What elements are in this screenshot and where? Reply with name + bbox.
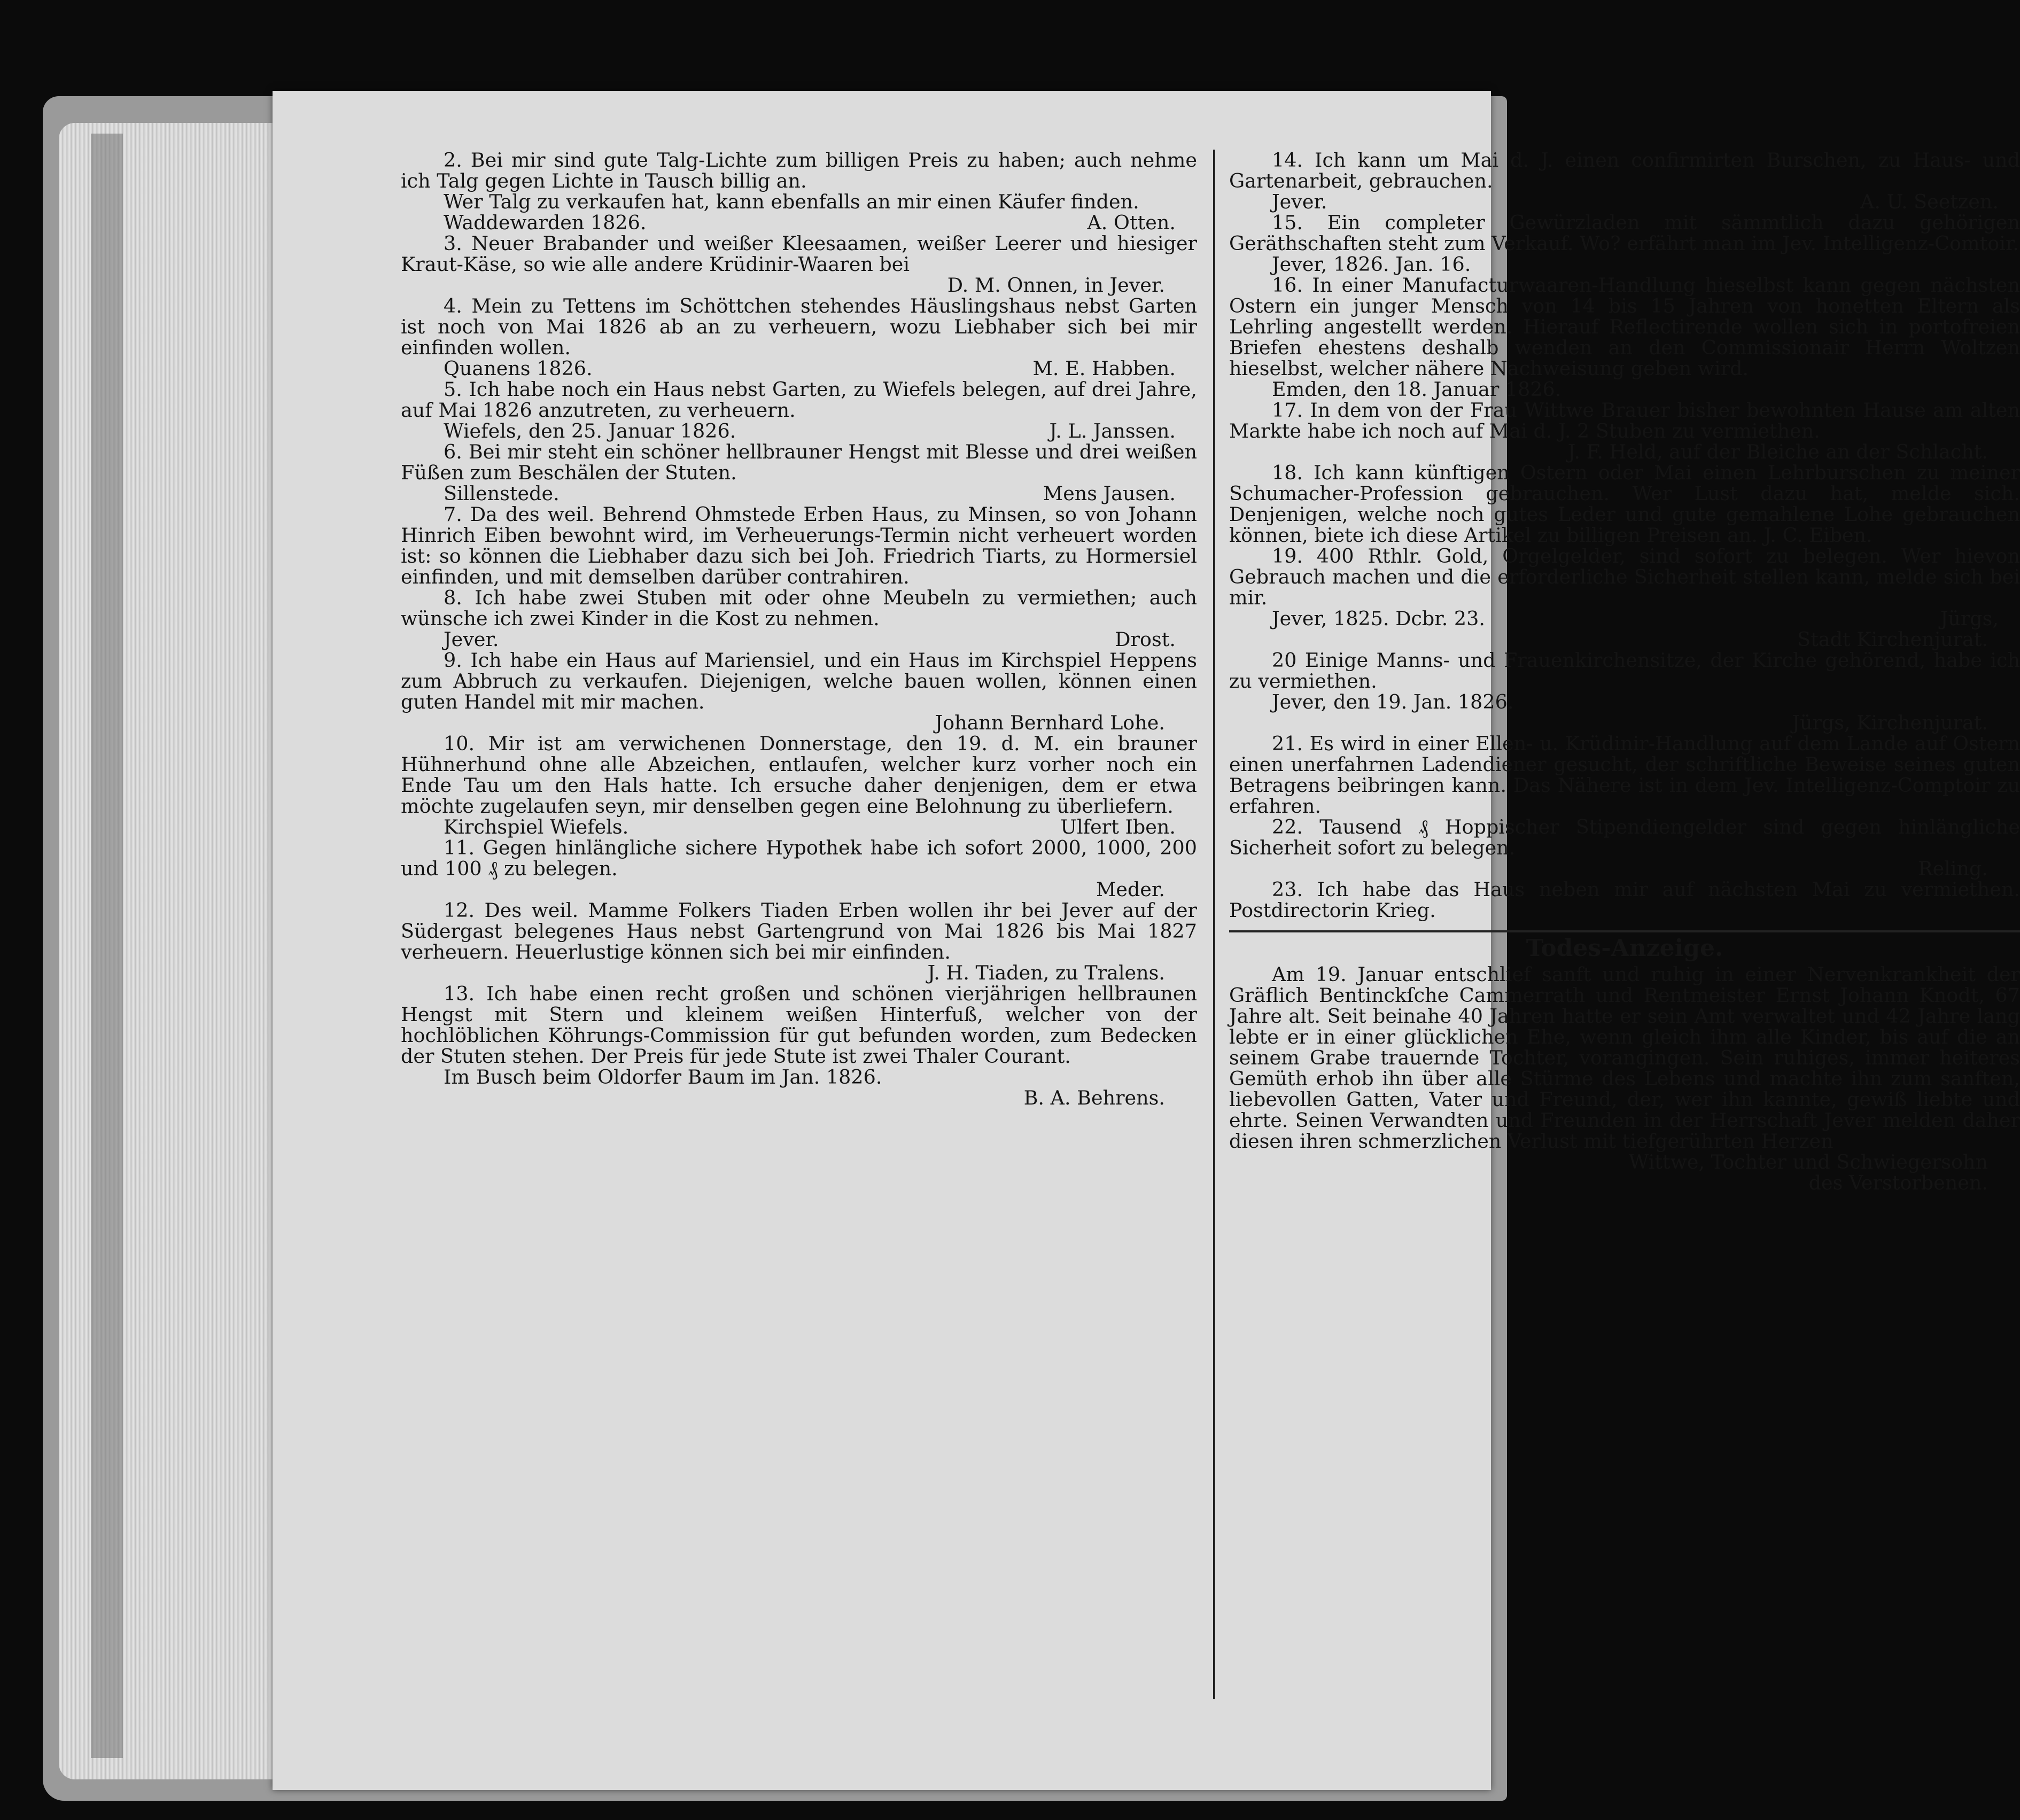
dateline: Emden, den 18. Januar 1826. — [1272, 378, 1561, 401]
advertisement: 21. Es wird in einer Ellen- u. Krüdinir-Handlung auf dem Lande auf Ostern einen unerfahrnen Ladendiener gesucht, der schriftliche Beweise seines guten Betragens beibringen kann. Das Nähere ist in dem Jev. Intelligenz-Comptoir zu erfahren. — [1229, 732, 2020, 818]
advertisement: 6. Bei mir steht ein schöner hellbrauner Hengst mit Blesse und drei weißen Füßen zum Beschälen der Stuten. — [401, 440, 1197, 484]
signature-place: Jever. — [1272, 190, 1327, 213]
signature-line — [1229, 608, 2020, 629]
advertisement: 20 Einige Manns- und Frauenkirchensitze, der Kirche gehörend, habe ich zu vermiethen. — [1229, 649, 2020, 693]
dateline: Jever, den 19. Jan. 1826. — [1272, 690, 1514, 713]
signature-place: Jever, 1825. Dcbr. 23. — [1272, 607, 1485, 630]
dateline: Jever, 1826. Jan. 16. — [1272, 253, 1471, 276]
column-divider — [1213, 150, 1215, 1699]
death-notice-title: Todes-Anzeige. — [1526, 935, 1723, 962]
advertisement: 11. Gegen hinlängliche sichere Hypothek habe ich sofort 2000, 1000, 200 und 100 ₰ zu belegen. — [401, 836, 1197, 880]
section-rule — [1229, 930, 2020, 932]
signature: B. A. Behrens. — [1023, 1086, 1165, 1109]
signature: J. F. Held, auf der Bleiche an der Schlacht. — [1567, 440, 1988, 463]
signature-place: Quanens 1826. — [444, 357, 593, 380]
death-notice-signature-2: des Verstorbenen. — [1808, 1171, 1988, 1194]
signature-place: Sillenstede. — [444, 482, 560, 505]
signature-name: Mens Jausen. — [1043, 482, 1176, 505]
advertisement: 8. Ich habe zwei Stuben mit oder ohne Meubeln zu vermiethen; auch wünsche ich zwei Kinder in die Kost zu nehmen. — [401, 586, 1197, 630]
spine-shadow — [91, 134, 123, 1758]
signature-name: M. E. Habben. — [1032, 357, 1176, 380]
advertisement: 3. Neuer Brabander und weißer Kleesaamen, weißer Leerer und hiesiger Kraut-Käse, so wie alle andere Krüdinir-Waaren bei — [401, 232, 1197, 276]
signature-line — [401, 358, 1197, 379]
dateline: Im Busch beim Oldorfer Baum im Jan. 1826. — [444, 1065, 882, 1088]
signature-place: Wiefels, den 25. Januar 1826. — [444, 419, 736, 442]
signature-place: Waddewarden 1826. — [444, 211, 647, 234]
signature-name: Ulfert Iben. — [1060, 815, 1176, 838]
signature-line — [401, 212, 1197, 233]
signature: Jürgs, Kirchenjurat. — [1792, 711, 1988, 734]
signature-place: Kirchspiel Wiefels. — [444, 815, 629, 838]
advertisement: 13. Ich habe einen recht großen und schönen vierjährigen hellbraunen Hengst mit Stern und kleinem weißen Hinterfuß, welcher von der hochlöblichen Köhrungs-Commission für gut befunden worden, zum Bedecken der Stuten stehen. Der Preis für jede Stute ist zwei Thaler Courant. — [401, 982, 1197, 1068]
signature-line — [401, 421, 1197, 441]
advertisement: 14. Ich kann um Mai d. J. einen confirmirten Burschen, zu Haus- und Gartenarbeit, gebrauchen. — [1229, 149, 2020, 192]
advertisement: 9. Ich habe ein Haus auf Mariensiel, und ein Haus im Kirchspiel Heppens zum Abbruch zu verkaufen. Diejenigen, welche bauen wollen, können einen guten Handel mit mir machen. — [401, 649, 1197, 713]
advertisement: 7. Da des weil. Behrend Ohmstede Erben Haus, zu Minsen, so von Johann Hinrich Eiben bewohnt wird, im Verheuerungs-Termin nicht verheuert worden ist: so können die Liebhaber dazu sich bei Joh. Friedrich Tiarts, zu Hormersiel einfinden, und mit demselben darüber contrahiren. — [401, 503, 1197, 588]
signature-name: J. L. Janssen. — [1049, 419, 1176, 442]
advertisement: 15. Ein completer Gewürzladen mit sämmtlich dazu gehörigen Geräthschaften steht zum Verkauf. Wo? erfährt man im Jev. Intelligenz-Comtoir. — [1229, 211, 2020, 255]
signature: Meder. — [1096, 878, 1165, 901]
death-notice-signature-1: Wittwe, Tochter und Schwiegersohn — [1628, 1150, 1988, 1173]
death-notice-body: Am 19. Januar entschlief sanft und ruhig in einer Nervenkrankheit der Gräflich Bentinckſche Cammerrath und Rentmeister Ernst Johann Knodt, 67 Jahre alt. Seit beinahe 40 Jahren hatte er sein Amt verwaltet und 42 Jahre lang lebte er in einer glücklichen Ehe, wenn gleich ihm alle Kinder, bis auf die an seinem Grabe trauernde Tochter, vorangingen. Sein ruhiges, immer heiteres Gemüth erhob ihn über alle Stürme des Lebens und machte ihn zum sanften, liebevollen Gatten, Vater und Freund, der, wer ihn kannte, gewiß liebte und ehrte. Seinen Verwandten und Freunden in der Herrschaft Jever melden daher diesen ihren schmerzlichen Verlust mit tiefgerührten Herzen — [1229, 963, 2020, 1153]
advertisement: 10. Mir ist am verwichenen Donnerstage, den 19. d. M. ein brauner Hühnerhund ohne alle Abzeichen, entlaufen, welcher kurz vorher noch ein Ende Tau um den Hals hatte. Ich ersuche daher denjenigen, dem er etwa möchte zugelaufen seyn, mir denselben gegen eine Belohnung zu überliefern. — [401, 732, 1197, 818]
signature-place: Jever. — [444, 628, 499, 651]
signature-name: Jürgs, — [1940, 607, 1999, 630]
signature: Stadt Kirchenjurat. — [1797, 628, 1988, 651]
signature-name: A. U. Seetzen. — [1860, 190, 1999, 213]
signature-line — [401, 629, 1197, 650]
advertisement: 17. In dem von der Frau Wittwe Brauer bisher bewohnten Hause am alten Markte habe ich noch auf Mai d. J. 2 Stuben zu vermiethen. — [1229, 399, 2020, 442]
advertisement: 23. Ich habe das Haus neben mir auf nächsten Mai zu vermiethen. Postdirectorin Krieg. — [1229, 878, 2020, 922]
advertisement: 16. In einer Manufacturwaaren-Handlung hieselbst kann gegen nächsten Ostern ein junger Mensch von 14 bis 15 Jahren von honetten Eltern als Lehrling angestellt werden. Hierauf Reflectirende wollen sich in portofreien Briefen ehestens deshalb wenden an den Commissionair Herrn Woltzen hieselbst, welcher nähere Nachweisung geben wird. — [1229, 274, 2020, 380]
signature: Reling. — [1918, 857, 1988, 880]
advertisement: 5. Ich habe noch ein Haus nebst Garten, zu Wiefels belegen, auf drei Jahre, auf Mai 1826 anzutreten, zu verheuern. — [401, 378, 1197, 422]
signature-line — [1229, 191, 2020, 212]
advertisement: 12. Des weil. Mamme Folkers Tiaden Erben wollen ihr bei Jever auf der Südergast belegenes Haus nebst Gartengrund von Mai 1826 bis Mai 1827 verheuern. Heuerlustige können sich bei mir einfinden. — [401, 899, 1197, 963]
right-column — [1229, 150, 2020, 1193]
signature: D. M. Onnen, in Jever. — [947, 274, 1165, 297]
signature-line — [401, 816, 1197, 837]
left-column — [401, 150, 1197, 1108]
advertisement: 2. Bei mir sind gute Talg-Lichte zum billigen Preis zu haben; auch nehme ich Talg gegen Lichte in Tausch billig an. — [401, 149, 1197, 192]
signature-line — [401, 483, 1197, 504]
advertisement: 22. Tausend ₰ Hoppischer Stipendiengelder sind gegen hinlängliche Sicherheit sofort zu belegen. — [1229, 815, 2020, 859]
advertisement: Wer Talg zu verkaufen hat, kann ebenfalls an mir einen Käufer finden. — [444, 190, 1139, 213]
signature: J. H. Tiaden, zu Tralens. — [927, 961, 1165, 984]
advertisement: 4. Mein zu Tettens im Schöttchen stehendes Häuslingshaus nebst Garten ist noch von Mai 1826 ab an zu verheuern, wozu Liebhaber sich bei mir einfinden wollen. — [401, 294, 1197, 359]
signature: Johann Bernhard Lohe. — [935, 711, 1165, 734]
advertisement: 18. Ich kann künftigen Ostern oder Mai einen Lehrburschen zu meiner Schumacher-Profession gebrauchen. Wer Lust dazu hat, melde sich. Denjenigen, welche noch gutes Leder und gute gemahlene Lohe gebrauchen können, biete ich diese Artikel zu billigen Preisen an. J. C. Eiben. — [1229, 461, 2020, 547]
newspaper-page — [273, 91, 2020, 1790]
right-ads — [1229, 150, 2020, 921]
signature-name: Drost. — [1115, 628, 1176, 651]
advertisement: 19. 400 Rthlr. Gold, Orgelgelder, sind sofort zu belegen. Wer hievon Gebrauch machen und die erforderliche Sicherheit stellen kann, melde sich bei mir. — [1229, 545, 2020, 609]
signature-name: A. Otten. — [1087, 211, 1176, 234]
